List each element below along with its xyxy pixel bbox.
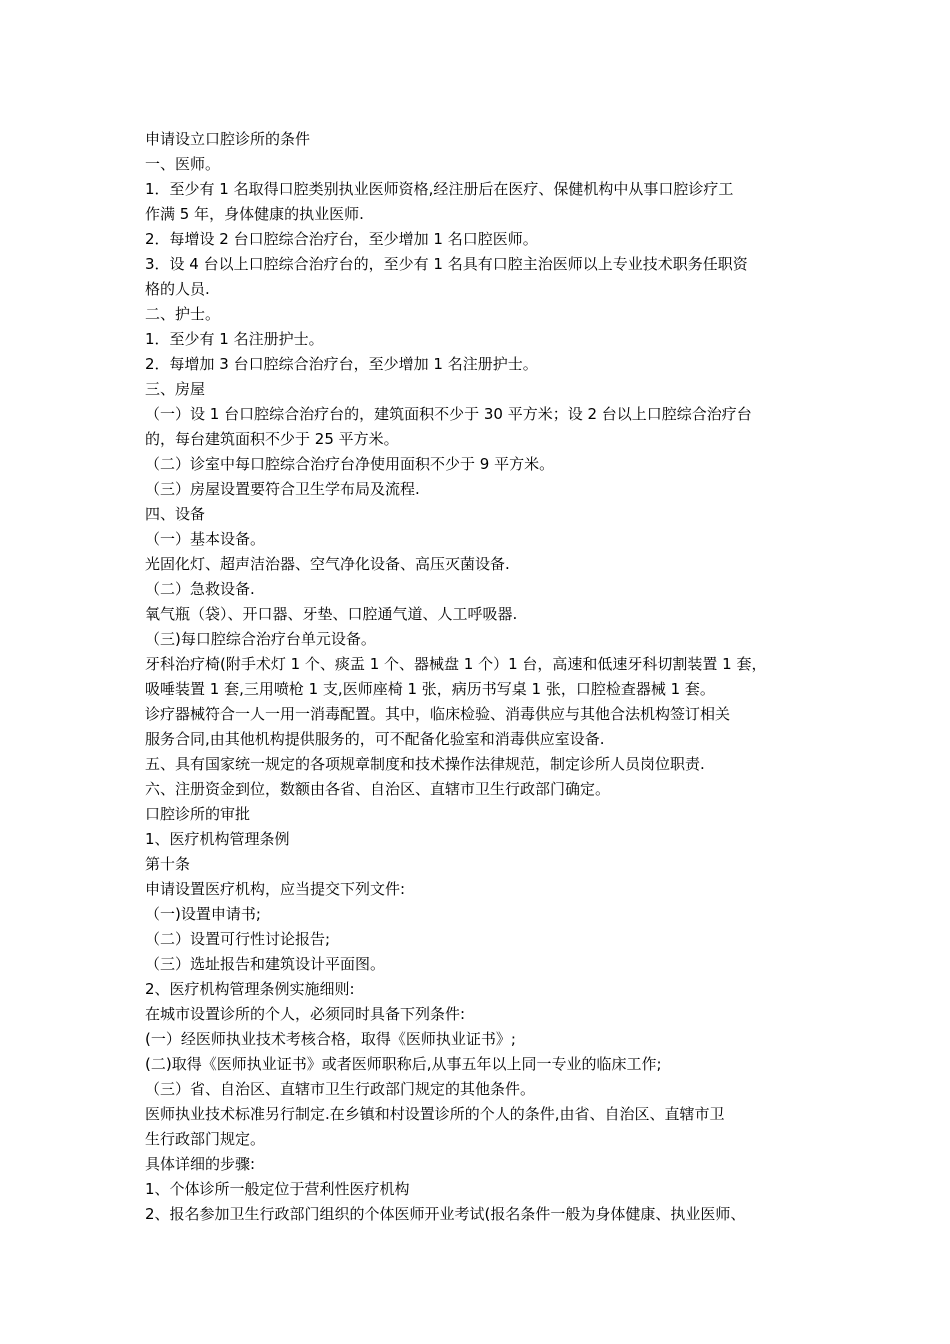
- text-line: 具体详细的步骤:: [145, 1155, 256, 1173]
- text-line: （二）急救设备.: [145, 580, 255, 598]
- text-line: 2．每增加 3 台口腔综合治疗台，至少增加 1 名注册护士。: [145, 355, 538, 373]
- text-line: 作满 5 年，身体健康的执业医师.: [145, 205, 364, 223]
- text-line: （一）基本设备。: [145, 530, 266, 548]
- text-line: 3．设 4 台以上口腔综合治疗台的，至少有 1 名具有口腔主治医师以上专业技术职务任职资: [145, 255, 748, 273]
- text-line: 三、房屋: [145, 380, 206, 398]
- text-line: 格的人员.: [145, 280, 210, 298]
- text-line: 氧气瓶（袋）、开口器、牙垫、口腔通气道、人工呼吸器.: [145, 605, 518, 623]
- text-line: （二）诊室中每口腔综合治疗台净使用面积不少于 9 平方米。: [145, 455, 555, 473]
- text-line: 2、报名参加卫生行政部门组织的个体医师开业考试(报名条件一般为身体健康、执业医师、: [145, 1205, 746, 1223]
- text-line: 诊疗器械符合一人一用一消毒配置。其中，临床检验、消毒供应与其他合法机构签订相关: [145, 705, 731, 723]
- text-line: （一)设置申请书;: [145, 905, 261, 923]
- text-line: 吸唾装置 1 套,三用喷枪 1 支,医师座椅 1 张，病历书写桌 1 张，口腔检查器械 1 套。: [145, 680, 715, 698]
- document-body: [145, 127, 825, 1227]
- text-line: 服务合同,由其他机构提供服务的，可不配备化验室和消毒供应室设备.: [145, 730, 605, 748]
- text-line: 口腔诊所的审批: [145, 805, 251, 823]
- text-line: 五、具有国家统一规定的各项规章制度和技术操作法律规范，制定诊所人员岗位职责.: [145, 755, 705, 773]
- text-line: 牙科治疗椅(附手术灯 1 个、痰盂 1 个、器械盘 1 个）1 台，高速和低速牙科切割装置 1 套，: [145, 655, 767, 673]
- text-line: 1．至少有 1 名注册护士。: [145, 330, 324, 348]
- text-line: 医师执业技术标准另行制定.在乡镇和村设置诊所的个人的条件,由省、自治区、直辖市卫: [145, 1105, 725, 1123]
- text-line: 2、医疗机构管理条例实施细则:: [145, 980, 355, 998]
- text-line: 申请设立口腔诊所的条件: [145, 130, 311, 148]
- text-line: 1、医疗机构管理条例: [145, 830, 290, 848]
- text-line: 生行政部门规定。: [145, 1130, 266, 1148]
- text-line: 的，每台建筑面积不少于 25 平方米。: [145, 430, 399, 448]
- text-line: （三)每口腔综合治疗台单元设备。: [145, 630, 376, 648]
- text-line: 一、医师。: [145, 155, 221, 173]
- text-line: （一）设 1 台口腔综合治疗台的，建筑面积不少于 30 平方米；设 2 台以上口腔综合治疗台: [145, 405, 752, 423]
- text-line: (一）经医师执业技术考核合格，取得《医师执业证书》;: [145, 1030, 516, 1048]
- text-line: 1、个体诊所一般定位于营利性医疗机构: [145, 1180, 410, 1198]
- text-line: （二）设置可行性讨论报告;: [145, 930, 331, 948]
- text-line: (二)取得《医师执业证书》或者医师职称后,从事五年以上同一专业的临床工作;: [145, 1055, 662, 1073]
- text-line: 申请设置医疗机构，应当提交下列文件:: [145, 880, 406, 898]
- text-line: 二、护士。: [145, 305, 221, 323]
- text-line: 2．每增设 2 台口腔综合治疗台，至少增加 1 名口腔医师。: [145, 230, 538, 248]
- text-line: 在城市设置诊所的个人，必须同时具备下列条件:: [145, 1005, 466, 1023]
- text-line: 四、设备: [145, 505, 206, 523]
- text-line: 1．至少有 1 名取得口腔类别执业医师资格,经注册后在医疗、保健机构中从事口腔诊疗工: [145, 180, 734, 198]
- text-line: （三）房屋设置要符合卫生学布局及流程.: [145, 480, 420, 498]
- text-line: （三）省、自治区、直辖市卫生行政部门规定的其他条件。: [145, 1080, 536, 1098]
- text-line: 第十条: [145, 855, 191, 873]
- text-line: （三）选址报告和建筑设计平面图。: [145, 955, 386, 973]
- text-line: 六、注册资金到位，数额由各省、自治区、直辖市卫生行政部门确定。: [145, 780, 611, 798]
- text-line: 光固化灯、超声洁治器、空气净化设备、高压灭菌设备.: [145, 555, 510, 573]
